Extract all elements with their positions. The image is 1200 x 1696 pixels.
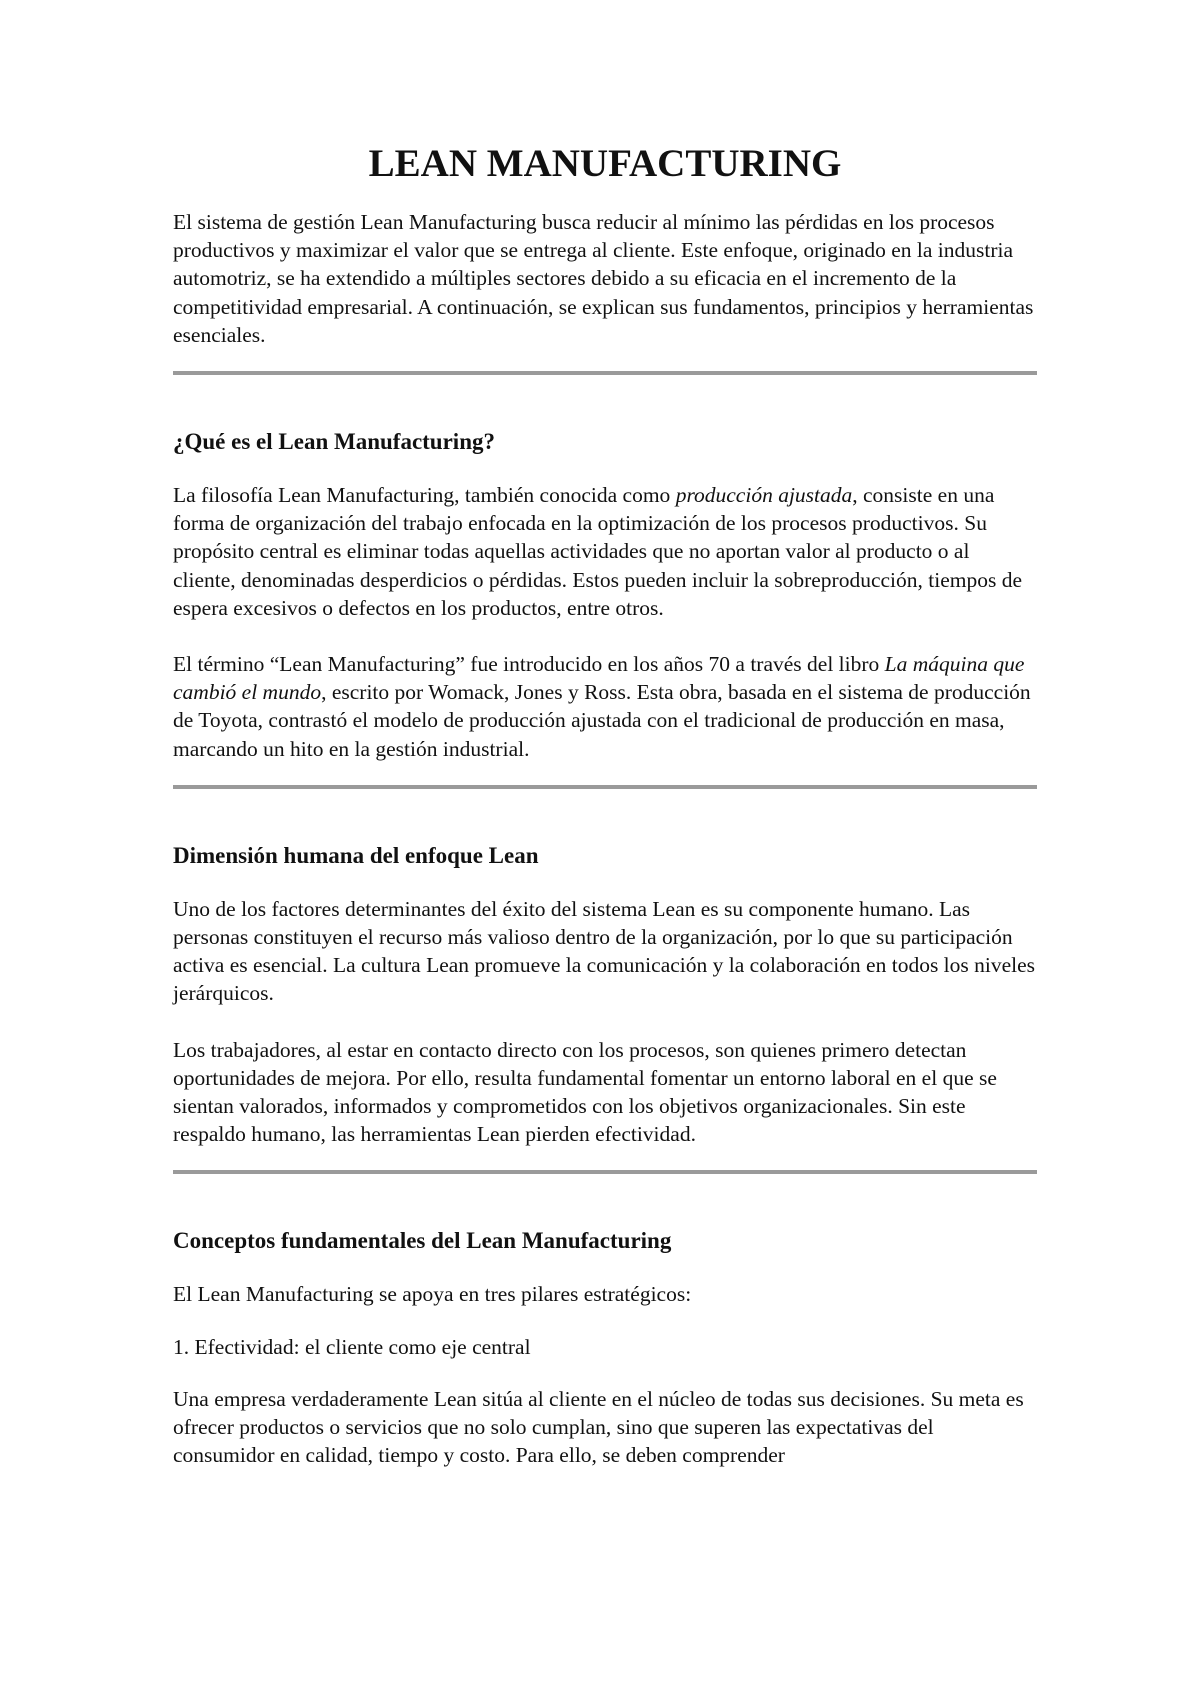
section-3-paragraph-1: El Lean Manufacturing se apoya en tres pilares estratégicos: xyxy=(173,1282,692,1307)
section-heading-que-es: ¿Qué es el Lean Manufacturing? xyxy=(173,429,495,455)
intro-paragraph: El sistema de gestión Lean Manufacturing busca reducir al mínimo las pérdidas en los procesos productivos y maximizar el valor que se entrega al cliente. Este enfoque, originado en la industria automotriz, se ha extendido a múltiples sectores debido a su eficacia en el incremento de la competitividad empresarial. A continuación, se explican sus fundamentos, principios y herramientas esenciales. xyxy=(173,210,1034,347)
section-2-paragraph-1: Uno de los factores determinantes del éxito del sistema Lean es su componente humano. Las personas constituyen el recurso más valioso dentro de la organización, por lo que su participación activa es esencial. La cultura Lean promueve la comunicación y la colaboración en todos los niveles jerárquicos. xyxy=(173,896,1036,1006)
section-divider xyxy=(173,1170,1037,1174)
document-body xyxy=(173,140,1037,1469)
section-3-paragraph-3: Una empresa verdaderamente Lean sitúa al cliente en el núcleo de todas sus decisiones. Su meta es ofrecer productos o servicios que no solo cumplan, sino que superen las expectativas del consumidor en calidad, tiempo y costo. Para ello, se deben comprender xyxy=(173,1386,1024,1468)
section-divider xyxy=(173,785,1037,789)
section-heading-dimension-humana: Dimensión humana del enfoque Lean xyxy=(173,842,539,868)
section-1-paragraph-2: El término “Lean Manufacturing” fue introducido en los años 70 a través del libro La máquina que cambió el mundo, escrito por Womack, Jones y Ross. Esta obra, basada en el sistema de producción de Toyota, contrastó el modelo de producción ajustada con el tradicional de producción en masa, marcando un hito en la gestión industrial. xyxy=(173,652,1031,761)
section-2-paragraph-2: Los trabajadores, al estar en contacto directo con los procesos, son quienes primero detectan oportunidades de mejora. Por ello, resulta fundamental fomentar un entorno laboral en el que se sientan valorados, informados y comprometidos con los objetivos organizacionales. Sin este respaldo humano, las herramientas Lean pierden efectividad. xyxy=(173,1037,997,1147)
document-title: LEAN MANUFACTURING xyxy=(368,142,842,185)
section-divider xyxy=(173,371,1037,375)
section-heading-conceptos: Conceptos fundamentales del Lean Manufacturing xyxy=(173,1228,672,1254)
section-1-paragraph-1: La filosofía Lean Manufacturing, también conocida como producción ajustada, consiste en una forma de organización del trabajo enfocada en la optimización de los procesos productivos. Su propósito central es eliminar todas aquellas actividades que no aportan valor al producto o al cliente, denominadas desperdicios o pérdidas. Estos pueden incluir la sobreproducción, tiempos de espera excesivos o defectos en los productos, entre otros. xyxy=(173,483,1023,620)
section-3-paragraph-2: 1. Efectividad: el cliente como eje central xyxy=(173,1334,531,1359)
